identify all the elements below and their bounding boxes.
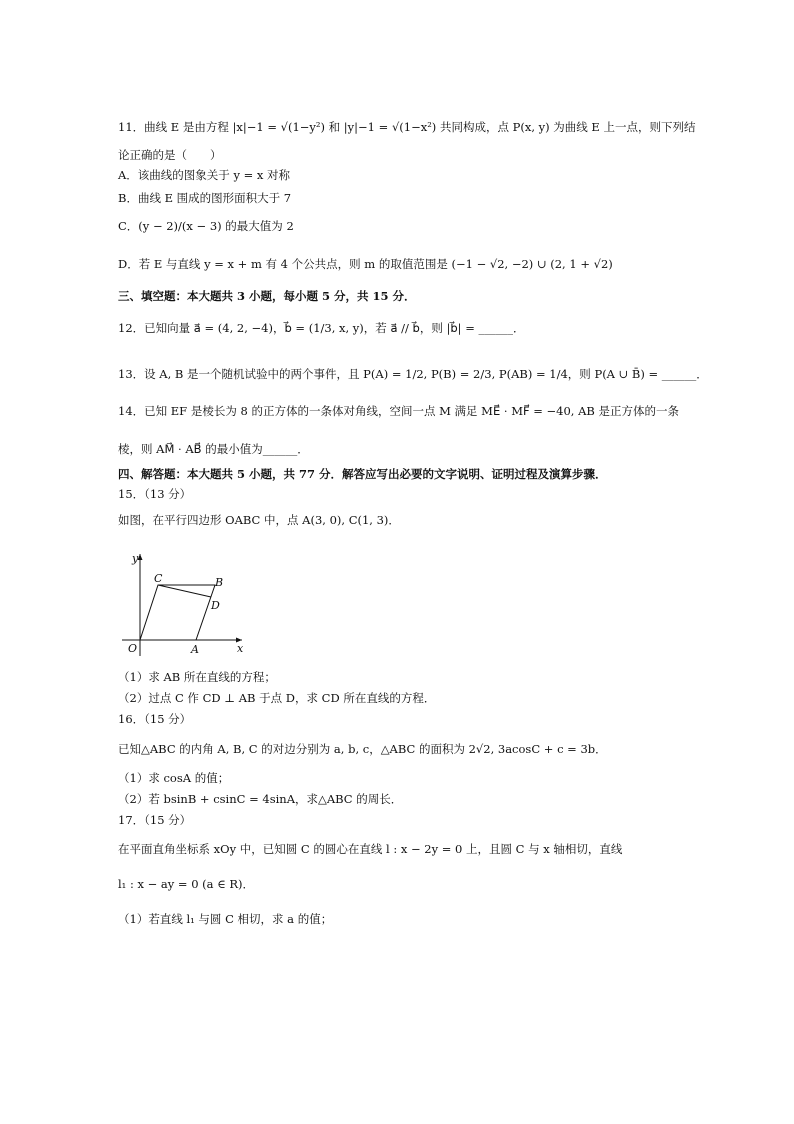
q17-stem-line1: 在平面直角坐标系 xOy 中，已知圆 C 的圆心在直线 l : x − 2y = 0 上，且圆 C 与 x 轴相切，直线: [118, 842, 623, 856]
q11-option-b: B．曲线 E 围成的图形面积大于 7: [118, 191, 292, 205]
section-3-heading: 三、填空题：本大题共 3 小题，每小题 5 分，共 15 分．: [118, 289, 416, 303]
segment-cd: [158, 585, 211, 597]
q11-option-d: D．若 E 与直线 y = x + m 有 4 个公共点，则 m 的取值范围是 (−1 − √2, −2) ∪ (2, 1 + √2): [118, 257, 613, 271]
label-y: y: [132, 552, 139, 565]
q11-stem-line1: 11．曲线 E 是由方程 |x|−1 = √(1−y²) 和 |y|−1 = √(1−x²) 共同构成，点 P(x, y) 为曲线 E 上一点，则下列结: [118, 120, 696, 134]
y-axis-arrow: [138, 554, 143, 560]
q16-stem: 已知△ABC 的内角 A, B, C 的对边分别为 a, b, c，△ABC 的面积为 2√2, 3acosC + c = 3b．: [118, 742, 607, 756]
q14-line1: 14．已知 EF 是棱长为 8 的正方体的一条体对角线，空间一点 M 满足 ME⃗ · MF⃗ = −40, AB 是正方体的一条: [118, 404, 680, 418]
label-d: D: [211, 599, 220, 612]
section-4-heading: 四、解答题：本大题共 5 小题，共 77 分．解答应写出必要的文字说明、证明过程及演算步骤．: [118, 467, 607, 481]
q11-option-c: C．(y − 2)/(x − 3) 的最大值为 2: [118, 219, 294, 233]
label-c: C: [154, 572, 163, 585]
q17-stem-line2: l₁ : x − ay = 0 (a ∈ R)．: [118, 877, 254, 891]
q16-part2: （2）若 bsinB + csinC = 4sinA，求△ABC 的周长．: [118, 792, 403, 806]
q16-heading: 16．（15 分）: [118, 712, 192, 726]
q13: 13．设 A, B 是一个随机试验中的两个事件，且 P(A) = 1/2, P(B) = 2/3, P(AB) = 1/4，则 P(A ∪ B̄) = ______．: [118, 367, 708, 381]
q15-part2: （2）过点 C 作 CD ⊥ AB 于点 D，求 CD 所在直线的方程．: [118, 691, 436, 705]
parallelogram-figure: [118, 548, 248, 658]
q11-option-a: A．该曲线的图象关于 y = x 对称: [118, 168, 291, 182]
q15-part1: （1）求 AB 所在直线的方程；: [118, 670, 276, 684]
label-x: x: [237, 642, 244, 655]
q15-heading: 15．（13 分）: [118, 487, 192, 501]
parallelogram-oabc: [140, 585, 215, 640]
q16-part1: （1）求 cosA 的值；: [118, 771, 230, 785]
label-b: B: [215, 576, 224, 589]
q17-part1: （1）若直线 l₁ 与圆 C 相切，求 a 的值；: [118, 912, 333, 926]
q14-line2: 棱，则 AM⃗ · AB⃗ 的最小值为______．: [118, 442, 309, 456]
q15-stem: 如图，在平行四边形 OABC 中，点 A(3, 0), C(1, 3)．: [118, 513, 400, 527]
label-a: A: [191, 643, 199, 656]
q12: 12．已知向量 a⃗ = (4, 2, −4)，b⃗ = (1/3, x, y)，若 a⃗ // b⃗，则 |b⃗| = ______．: [118, 321, 525, 335]
q17-heading: 17．（15 分）: [118, 813, 192, 827]
q11-stem-line2: 论正确的是（ ）: [118, 148, 222, 162]
label-o: O: [128, 642, 138, 655]
